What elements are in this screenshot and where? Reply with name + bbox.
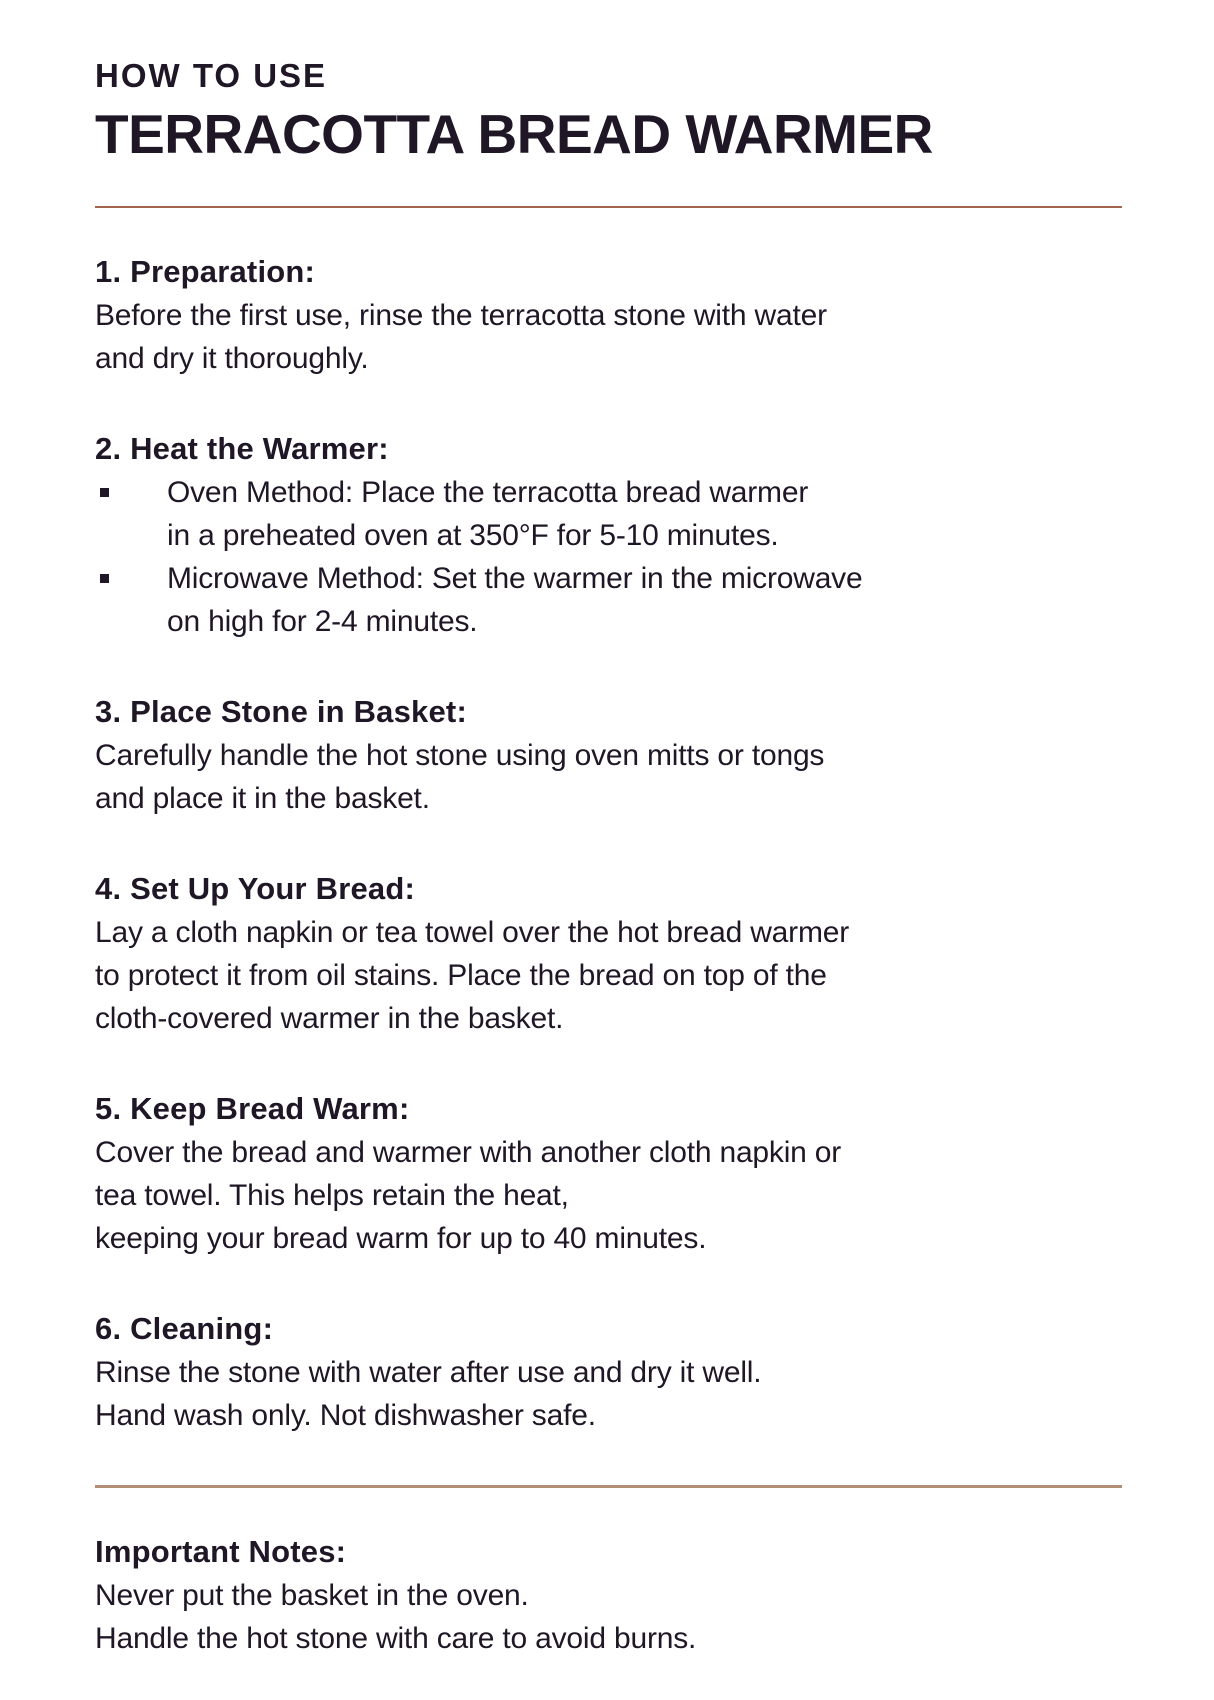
section-heat-the-warmer xyxy=(95,427,1122,643)
body-line: to protect it from oil stains. Place the bread on top of the xyxy=(95,959,827,992)
section-heading: 4. Set Up Your Bread: xyxy=(95,871,416,906)
body-line: and dry it thoroughly. xyxy=(95,342,369,375)
body-line: on high for 2-4 minutes. xyxy=(167,605,478,638)
body-line: Cover the bread and warmer with another cloth napkin or xyxy=(95,1136,842,1169)
body-line: Oven Method: Place the terracotta bread warmer xyxy=(167,476,809,509)
bottom-divider xyxy=(95,1485,1122,1488)
list-item xyxy=(95,471,1122,557)
document-header xyxy=(95,56,1122,164)
page-title: TERRACOTTA BREAD WARMER xyxy=(95,103,933,165)
bullet-text xyxy=(167,471,808,557)
section-heading: 2. Heat the Warmer: xyxy=(95,431,389,466)
body-line: tea towel. This helps retain the heat, xyxy=(95,1179,569,1212)
list-item xyxy=(95,557,1122,643)
section-set-up-your-bread xyxy=(95,867,1122,1040)
body-line: cloth-covered warmer in the basket. xyxy=(95,1002,564,1035)
eyebrow-heading: HOW TO USE xyxy=(95,57,328,94)
top-divider xyxy=(95,206,1122,208)
bullet-text xyxy=(167,557,862,643)
bullet-square-icon xyxy=(100,574,109,583)
body-line: Before the first use, rinse the terracotta stone with water xyxy=(95,299,827,332)
section-heading: 1. Preparation: xyxy=(95,254,316,289)
body-line: in a preheated oven at 350°F for 5-10 minutes. xyxy=(167,519,779,552)
notes-heading: Important Notes: xyxy=(95,1534,347,1569)
body-line: Handle the hot stone with care to avoid burns. xyxy=(95,1622,697,1655)
body-line: Lay a cloth napkin or tea towel over the hot bread warmer xyxy=(95,916,850,949)
section-preparation xyxy=(95,250,1122,380)
section-keep-bread-warm xyxy=(95,1087,1122,1260)
body-line: and place it in the basket. xyxy=(95,782,430,815)
body-line: keeping your bread warm for up to 40 minutes. xyxy=(95,1222,707,1255)
body-line: Hand wash only. Not dishwasher safe. xyxy=(95,1399,596,1432)
section-heading: 6. Cleaning: xyxy=(95,1311,274,1346)
section-heading: 3. Place Stone in Basket: xyxy=(95,694,467,729)
section-heading: 5. Keep Bread Warm: xyxy=(95,1091,410,1126)
bullet-square-icon xyxy=(100,488,109,497)
section-important-notes xyxy=(95,1530,1122,1660)
body-line: Microwave Method: Set the warmer in the microwave xyxy=(167,562,863,595)
body-line: Never put the basket in the oven. xyxy=(95,1579,529,1612)
section-cleaning xyxy=(95,1307,1122,1437)
section-place-stone-in-basket xyxy=(95,690,1122,820)
body-line: Carefully handle the hot stone using oven mitts or tongs xyxy=(95,739,825,772)
body-line: Rinse the stone with water after use and dry it well. xyxy=(95,1356,762,1389)
